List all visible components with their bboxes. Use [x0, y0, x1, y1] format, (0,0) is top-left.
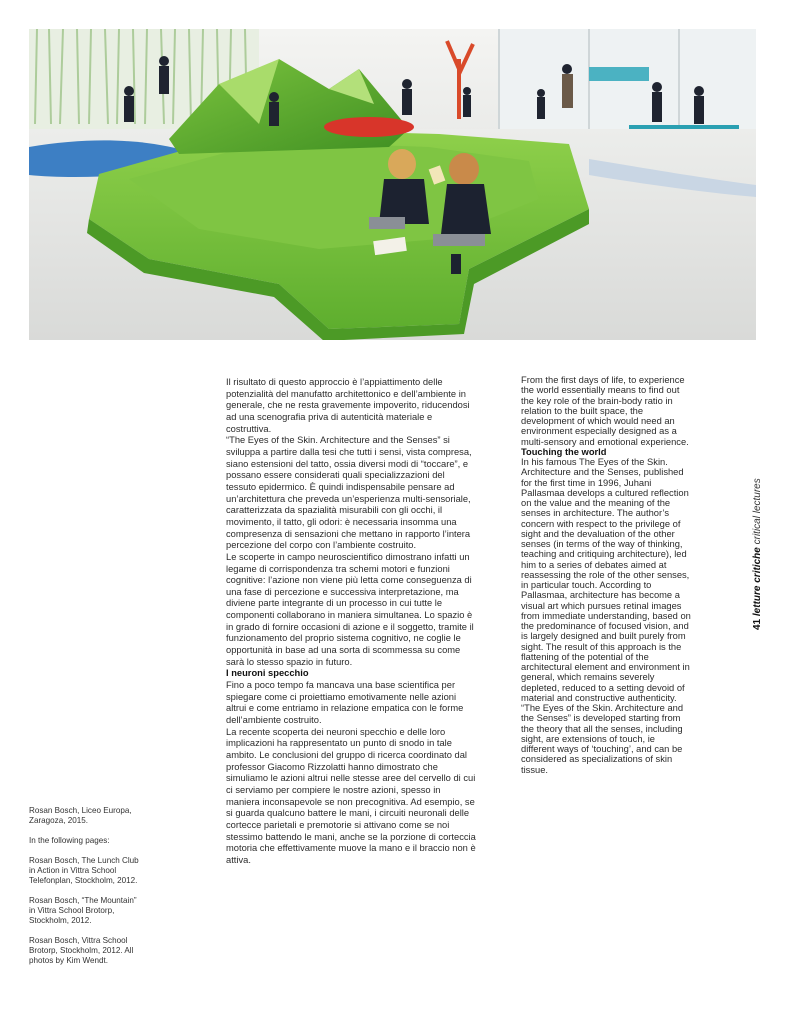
caption-mountain: Rosan Bosch, “The Mountain” in Vittra School Brotorp, Stockholm, 2012.: [29, 896, 137, 925]
english-paragraph: “The Eyes of the Skin. Architecture and the Senses” is developed starting from the theory that all the senses, including sight, are extensions of touch, ie different ways of ‘touching’, and can be considered as specializations of skin tissue.: [521, 703, 684, 775]
italian-paragraph: Le scoperte in campo neuroscientifico dimostrano infatti un legame di corrispondenza tra schemi motori e funzioni cognitive: l’azione non viene più letta come conseguenza di una fase di percezione e successiva interpretazione, ma diviene parte integrante di un processo in cui tutte le componenti collaborano in maniera simultanea. Lo spazio è in grado di fornire occasioni di azione e il soggetto, tramite il funzionamento del proprio sistema cognitivo, ne coglie le opportunità in base ad una sorta di scommessa su come sarà lo stesso spazio in futuro.: [226, 551, 474, 667]
italian-paragraph: La recente scoperta dei neuroni specchio e delle loro implicazioni ha rappresentato un punto di snodo in tale ambito. Le conclusioni del gruppo di ricerca coordinato dal professor Giacomo Rizzolatti hanno dimostrato che simuliamo le azioni altrui nelle stesse aree del cervello di cui ci serviamo per compiere le nostre azioni, spesso in maniera inconsapevole se non precognitiva. Ad esempio, se si guarda qualcuno battere le mani, i circuiti neuronali delle cortecce parietali e premotorie si attivano come se noi stessimo battendo le mani, anche se la porzione di corteccia motoria che effettivamente muove la mano e il braccio non è attiva.: [226, 726, 476, 865]
caption-brotorp: Rosan Bosch, Vittra School Brotorp, Stockholm, 2012. All photos by Kim Wendt.: [29, 936, 134, 965]
italian-paragraph: “The Eyes of the Skin. Architecture and the Senses” si sviluppa a partire dalla tesi che tutti i sensi, vista compresa, siano estensioni del tatto, ossia diversi modi di “toccare”, e possano essere considerati quali specializzazioni del tessuto epidermico. È quindi indispensabile pensare ad un’architettura che preveda un’esperienza multi-sensoriale, caratterizzata da spazialità misurabili con gli occhi, il movimento, il tatto, gli odori: è necessaria insomma una compresenza di sensazioni che mettano in rapporto l’intera percezione del corpo con l’ambiente costruito.: [226, 435, 472, 551]
italian-paragraph: Fino a poco tempo fa mancava una base scientifica per spiegare come ci proiettiamo emotivamente nelle azioni altrui e come entriamo in relazione empatica con le forme dell’ambiente costruito.: [226, 680, 464, 726]
english-paragraph: From the first days of life, to experience the world essentially means to find out the key role of the brain-body ratio in relation to the built space, the development of which would need an environment especially designed as a multi-sensory and emotional experience.: [521, 375, 689, 447]
english-paragraph: In his famous The Eyes of the Skin. Architecture and the Senses, published for the first time in 1996, Juhani Pallasmaa develops a cultured reflection on the value and the meaning of the senses in architecture. The author’s concern with respect to the privilege of sight and the devaluation of the other senses (in terms of the way of thinking, teaching and critiquing architecture), led him to a series of debates aimed at reassessing the role of the other senses, in particular touch. According to Pallasmaa, architecture has become a visual art which pursues retinal images from immediate understanding, based on the predominance of focused vision, and is largely designed and built purely from sight. The result of this approach is the flattening of the potential of the architectural element and environment in general, which remains severely depleted, reduced to a setting devoid of material and constructive authenticity.: [521, 457, 691, 703]
italian-section-heading: I neuroni specchio: [226, 668, 309, 679]
caption-lunch-club: Rosan Bosch, The Lunch Club in Action in Vittra School Telefonplan, Stockholm, 2012.: [29, 856, 139, 885]
english-column: [521, 375, 691, 775]
english-section-heading: Touching the world: [521, 446, 607, 457]
section-title-italian: letture critiche: [752, 547, 763, 617]
folio-text: [752, 478, 763, 630]
photo-captions: [29, 806, 139, 976]
page-folio: [752, 478, 774, 630]
playground-image: [29, 29, 756, 340]
page-number: 41: [752, 618, 763, 630]
italian-column: [226, 377, 476, 867]
caption-main: Rosan Bosch, Liceo Europa, Zaragoza, 2015.: [29, 806, 132, 825]
hero-photo: [29, 29, 756, 340]
italian-paragraph: Il risultato di questo approccio è l’appiattimento delle potenzialità del manufatto architettonico e dell’ambiente in generale, che ne resta gravemente impoverito, riducendosi ad una scenografia priva di autenticità materiale e costruttiva.: [226, 377, 470, 434]
section-title-english: critical lectures: [752, 478, 763, 545]
caption-following-pages: In the following pages:: [29, 836, 110, 845]
